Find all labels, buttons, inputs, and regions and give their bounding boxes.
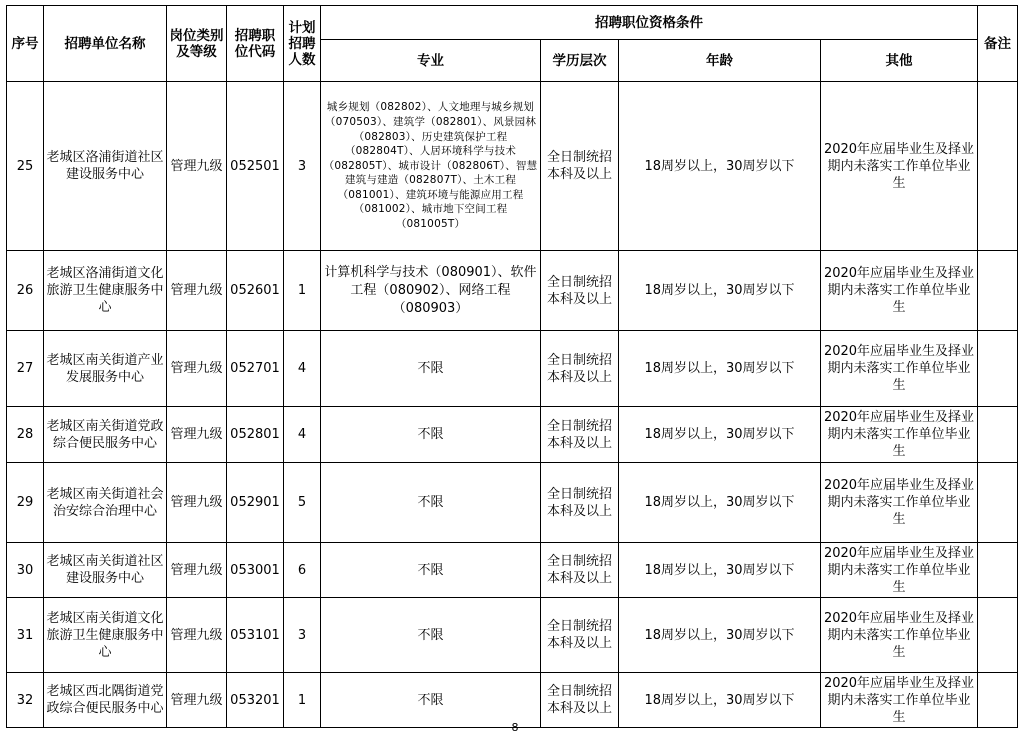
cell-education: 全日制统招本科及以上	[541, 673, 619, 728]
table-row	[7, 251, 1018, 331]
cell-age: 18周岁以上，30周岁以下	[619, 251, 821, 331]
cell-seq: 32	[7, 673, 44, 728]
cell-unit: 老城区洛浦街道社区建设服务中心	[44, 82, 167, 251]
cell-other: 2020年应届毕业生及择业期内未落实工作单位毕业生	[821, 251, 978, 331]
cell-code: 052701	[227, 331, 284, 407]
header-code: 招聘职位代码	[227, 6, 284, 82]
cell-major: 城乡规划（082802）、人文地理与城乡规划（070503）、建筑学（082801）、风景园林（082803）、历史建筑保护工程（082804T）、人居环境科学与技术（082805T）、城市设计（082806T）、智慧建筑与建造（082807T）、土木工程（081001）、建筑环境与能源应用工程（081002）、城市地下空间工程（081005T）	[321, 82, 541, 251]
cell-major: 不限	[321, 598, 541, 673]
cell-other: 2020年应届毕业生及择业期内未落实工作单位毕业生	[821, 331, 978, 407]
cell-seq: 28	[7, 407, 44, 463]
cell-major: 不限	[321, 331, 541, 407]
cell-category: 管理九级	[167, 598, 227, 673]
header-unit: 招聘单位名称	[44, 6, 167, 82]
table-row	[7, 673, 1018, 728]
cell-count: 3	[284, 82, 321, 251]
cell-seq: 30	[7, 543, 44, 598]
cell-remark	[978, 598, 1018, 673]
cell-remark	[978, 673, 1018, 728]
cell-unit: 老城区洛浦街道文化旅游卫生健康服务中心	[44, 251, 167, 331]
cell-code: 052501	[227, 82, 284, 251]
recruitment-table	[6, 5, 1018, 728]
cell-education: 全日制统招本科及以上	[541, 463, 619, 543]
table-row	[7, 331, 1018, 407]
cell-remark	[978, 543, 1018, 598]
cell-category: 管理九级	[167, 82, 227, 251]
cell-age: 18周岁以上，30周岁以下	[619, 543, 821, 598]
cell-code: 053101	[227, 598, 284, 673]
table-row	[7, 543, 1018, 598]
cell-seq: 25	[7, 82, 44, 251]
cell-remark	[978, 331, 1018, 407]
cell-major: 不限	[321, 407, 541, 463]
cell-code: 053201	[227, 673, 284, 728]
header-seq: 序号	[7, 6, 44, 82]
header-age: 年龄	[619, 40, 821, 82]
header-other: 其他	[821, 40, 978, 82]
table-row	[7, 407, 1018, 463]
cell-other: 2020年应届毕业生及择业期内未落实工作单位毕业生	[821, 463, 978, 543]
cell-category: 管理九级	[167, 463, 227, 543]
cell-category: 管理九级	[167, 407, 227, 463]
cell-education: 全日制统招本科及以上	[541, 331, 619, 407]
table-body	[7, 82, 1018, 728]
cell-count: 6	[284, 543, 321, 598]
cell-unit: 老城区南关街道产业发展服务中心	[44, 331, 167, 407]
cell-seq: 31	[7, 598, 44, 673]
cell-unit: 老城区南关街道社区建设服务中心	[44, 543, 167, 598]
header-education: 学历层次	[541, 40, 619, 82]
cell-major: 计算机科学与技术（080901）、软件工程（080902）、网络工程（080903）	[321, 251, 541, 331]
cell-age: 18周岁以上，30周岁以下	[619, 407, 821, 463]
cell-education: 全日制统招本科及以上	[541, 251, 619, 331]
cell-major: 不限	[321, 673, 541, 728]
header-major: 专业	[321, 40, 541, 82]
cell-seq: 29	[7, 463, 44, 543]
cell-category: 管理九级	[167, 543, 227, 598]
cell-other: 2020年应届毕业生及择业期内未落实工作单位毕业生	[821, 673, 978, 728]
cell-unit: 老城区南关街道社会治安综合治理中心	[44, 463, 167, 543]
cell-count: 1	[284, 251, 321, 331]
cell-category: 管理九级	[167, 331, 227, 407]
cell-seq: 27	[7, 331, 44, 407]
cell-code: 052601	[227, 251, 284, 331]
table-row	[7, 463, 1018, 543]
cell-unit: 老城区西北隅街道党政综合便民服务中心	[44, 673, 167, 728]
cell-age: 18周岁以上，30周岁以下	[619, 673, 821, 728]
cell-code: 052901	[227, 463, 284, 543]
cell-other: 2020年应届毕业生及择业期内未落实工作单位毕业生	[821, 82, 978, 251]
cell-age: 18周岁以上，30周岁以下	[619, 82, 821, 251]
header-category: 岗位类别及等级	[167, 6, 227, 82]
cell-other: 2020年应届毕业生及择业期内未落实工作单位毕业生	[821, 543, 978, 598]
cell-category: 管理九级	[167, 251, 227, 331]
cell-other: 2020年应届毕业生及择业期内未落实工作单位毕业生	[821, 407, 978, 463]
cell-count: 4	[284, 407, 321, 463]
cell-remark	[978, 463, 1018, 543]
cell-code: 052801	[227, 407, 284, 463]
table-row	[7, 598, 1018, 673]
cell-age: 18周岁以上，30周岁以下	[619, 331, 821, 407]
cell-count: 1	[284, 673, 321, 728]
cell-remark	[978, 407, 1018, 463]
header-remark: 备注	[978, 6, 1018, 82]
cell-unit: 老城区南关街道党政综合便民服务中心	[44, 407, 167, 463]
cell-major: 不限	[321, 543, 541, 598]
cell-remark	[978, 82, 1018, 251]
cell-count: 5	[284, 463, 321, 543]
header-conditions: 招聘职位资格条件	[321, 6, 978, 40]
cell-other: 2020年应届毕业生及择业期内未落实工作单位毕业生	[821, 598, 978, 673]
cell-education: 全日制统招本科及以上	[541, 598, 619, 673]
cell-code: 053001	[227, 543, 284, 598]
cell-remark	[978, 251, 1018, 331]
cell-unit: 老城区南关街道文化旅游卫生健康服务中心	[44, 598, 167, 673]
cell-age: 18周岁以上，30周岁以下	[619, 598, 821, 673]
cell-category: 管理九级	[167, 673, 227, 728]
cell-count: 3	[284, 598, 321, 673]
cell-education: 全日制统招本科及以上	[541, 82, 619, 251]
cell-major: 不限	[321, 463, 541, 543]
cell-age: 18周岁以上，30周岁以下	[619, 463, 821, 543]
header-count: 计划招聘人数	[284, 6, 321, 82]
page-number: 8	[511, 721, 519, 734]
cell-education: 全日制统招本科及以上	[541, 407, 619, 463]
cell-count: 4	[284, 331, 321, 407]
cell-seq: 26	[7, 251, 44, 331]
table-row	[7, 82, 1018, 251]
cell-education: 全日制统招本科及以上	[541, 543, 619, 598]
